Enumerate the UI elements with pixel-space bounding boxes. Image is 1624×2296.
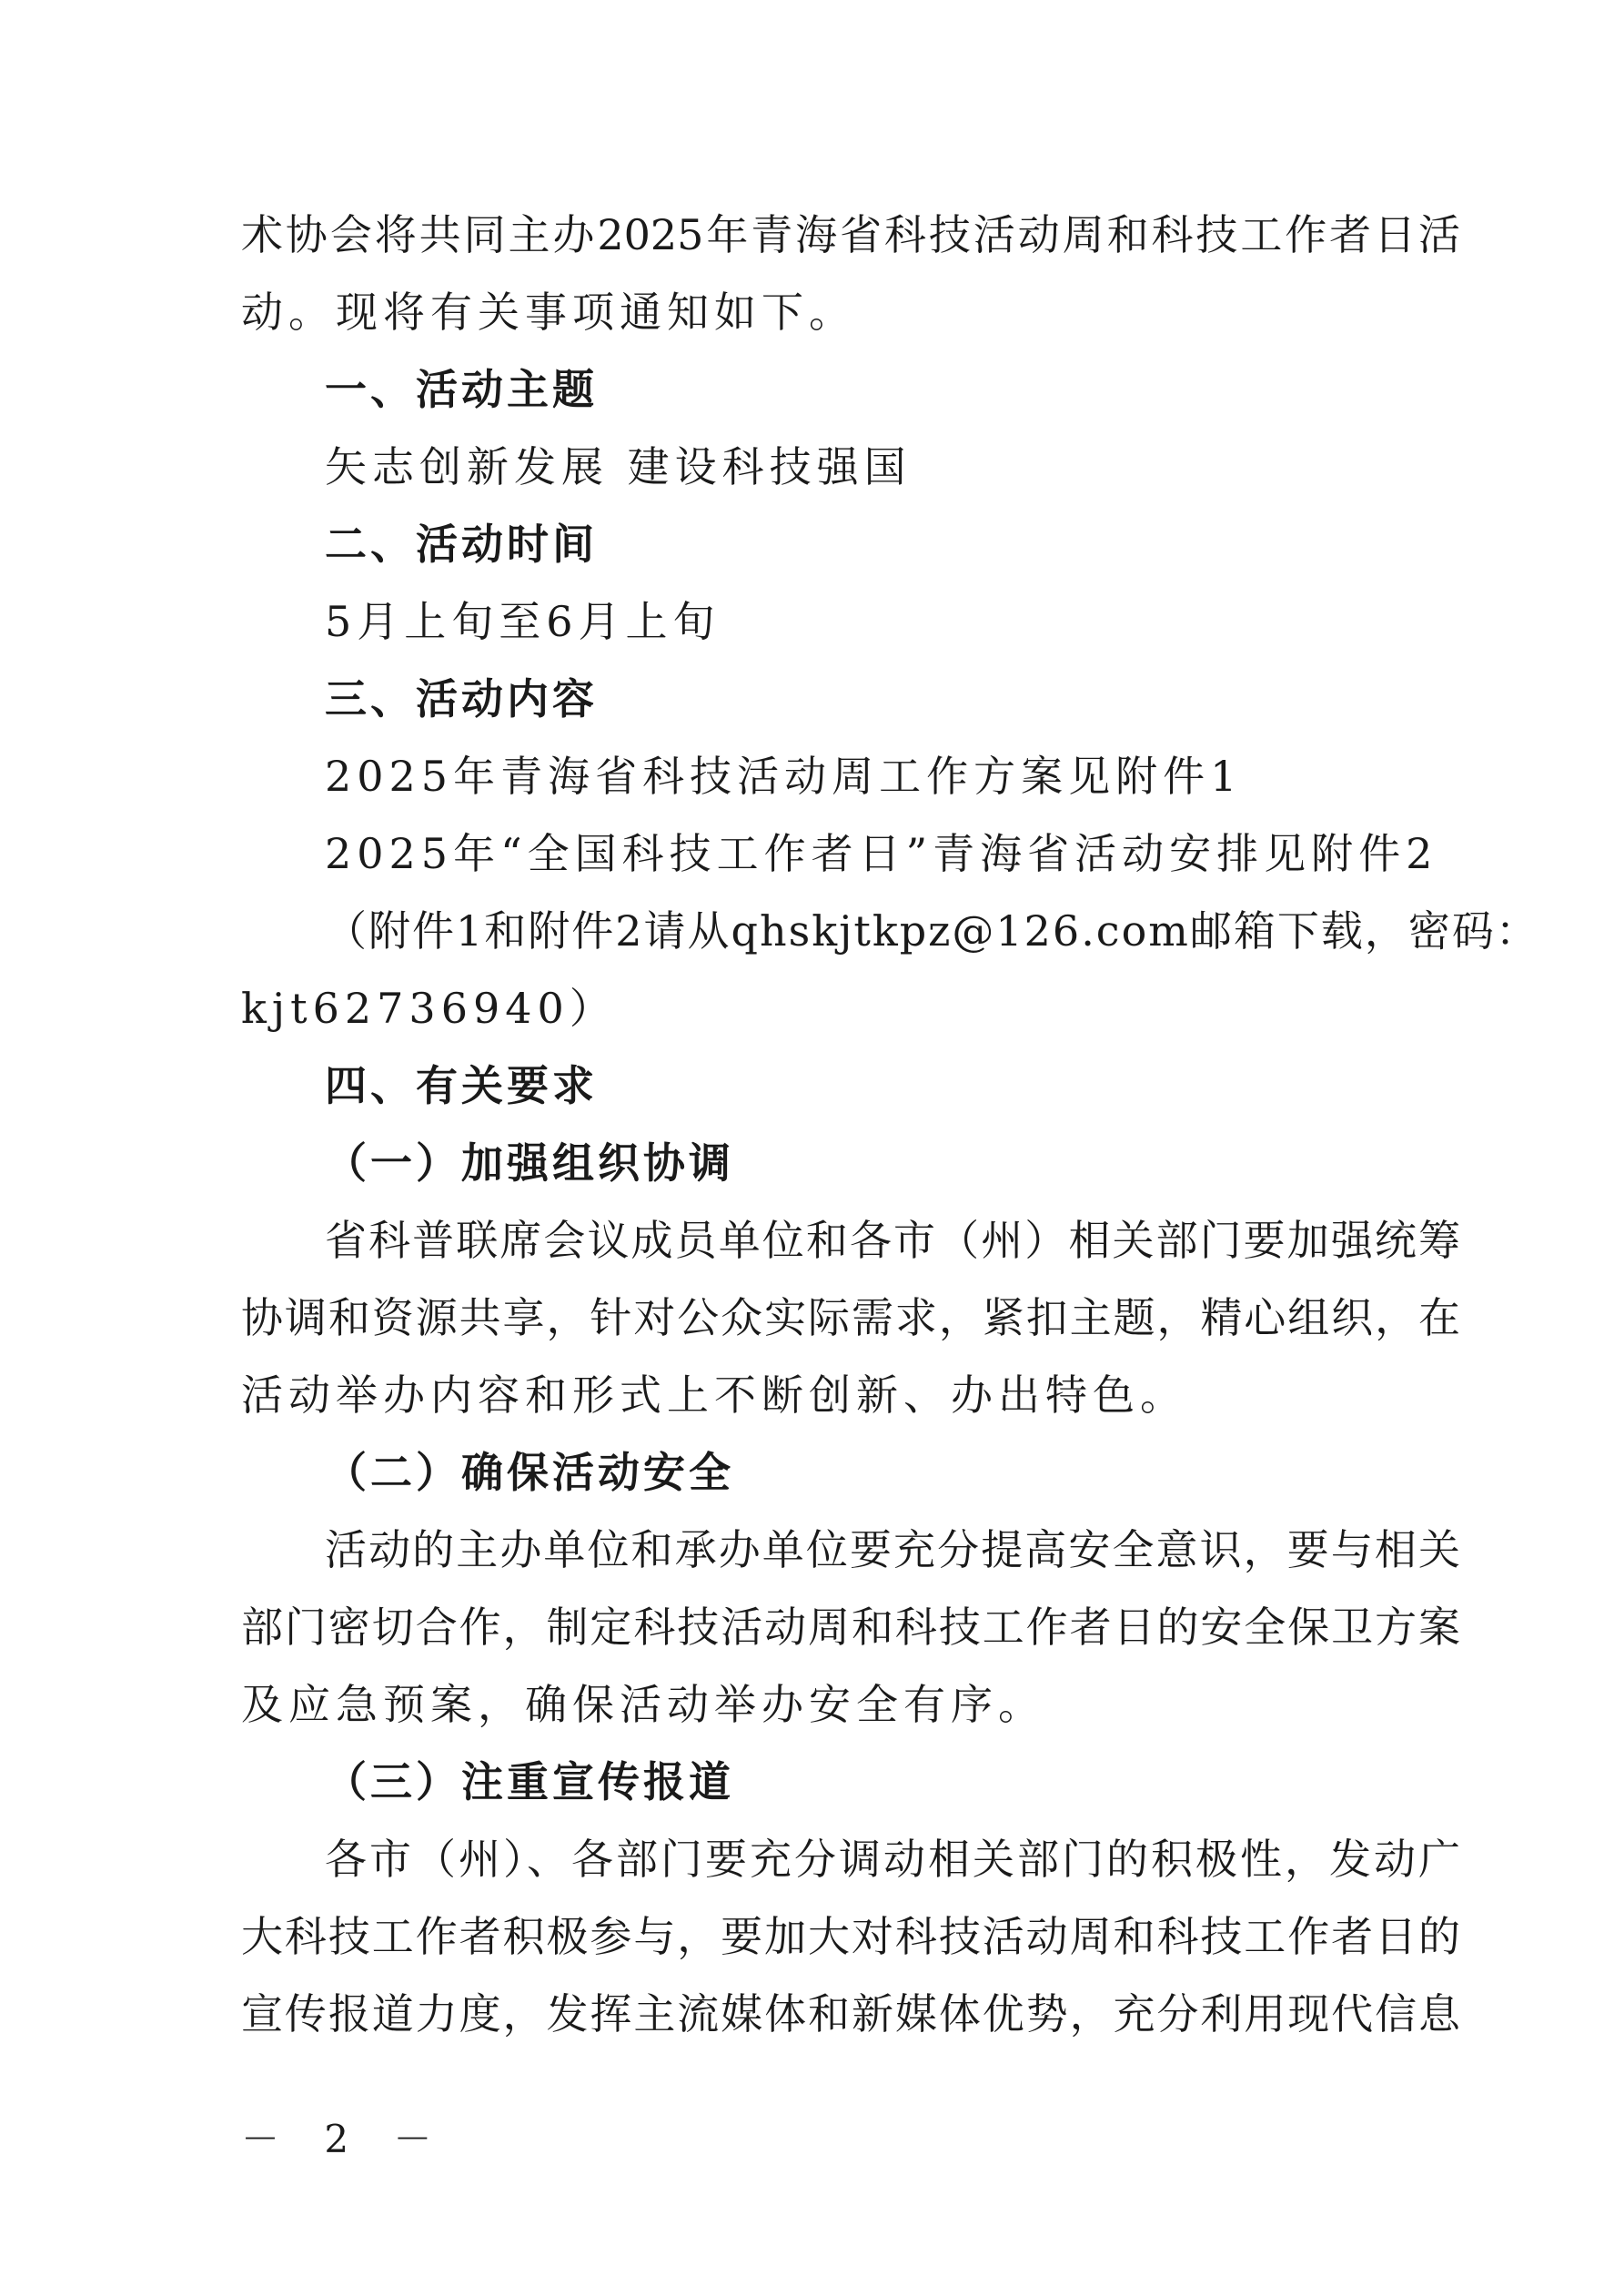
body-line: 及应急预案，确保活动举办安全有序。 [241, 1680, 1045, 1729]
body-line: 部门密切合作，制定科技活动周和科技工作者日的安全保卫方案 [241, 1603, 1460, 1652]
body-line: 协调和资源共享，针对公众实际需求，紧扣主题，精心组织，在 [241, 1293, 1460, 1342]
body-line: 各市（州）、各部门要充分调动相关部门的积极性，发动广 [325, 1835, 1460, 1884]
body-line: 矢志创新发展 建设科技强国 [325, 442, 912, 491]
body-line: 活动举办内容和形式上不断创新、办出特色。 [241, 1371, 1187, 1420]
section-heading-requirements: 四、有关要求 [325, 1061, 598, 1110]
body-line: 术协会将共同主办2025年青海省科技活动周和科技工作者日活 [241, 210, 1460, 259]
page-number: － 2 － [241, 2117, 449, 2161]
section-heading-time: 二、活动时间 [325, 520, 598, 569]
body-line: 宣传报道力度，发挥主流媒体和新媒体优势，充分利用现代信息 [241, 1989, 1460, 2038]
body-line: 2025年青海省科技活动周工作方案见附件1 [325, 752, 1243, 801]
body-line: 大科技工作者积极参与，要加大对科技活动周和科技工作者日的 [241, 1912, 1460, 1961]
body-line: kjt62736940） [241, 984, 617, 1033]
body-line: （附件1和附件2请从qhskjtkpz@126.com邮箱下载，密码： [325, 906, 1539, 956]
subsection-heading-publicity: （三）注重宣传报道 [325, 1757, 734, 1806]
section-heading-theme: 一、活动主题 [325, 365, 598, 414]
section-heading-content: 三、活动内容 [325, 674, 598, 723]
body-line: 2025年“全国科技工作者日”青海省活动安排见附件2 [325, 829, 1438, 878]
subsection-heading-safety: （二）确保活动安全 [325, 1448, 734, 1497]
subsection-heading-coordination: （一）加强组织协调 [325, 1138, 734, 1188]
body-line: 省科普联席会议成员单位和各市（州）相关部门要加强统筹 [325, 1216, 1460, 1265]
body-line: 动。现将有关事项通知如下。 [241, 288, 856, 337]
body-line: 活动的主办单位和承办单位要充分提高安全意识，要与相关 [325, 1525, 1460, 1574]
body-line: 5月上旬至6月上旬 [325, 597, 721, 646]
